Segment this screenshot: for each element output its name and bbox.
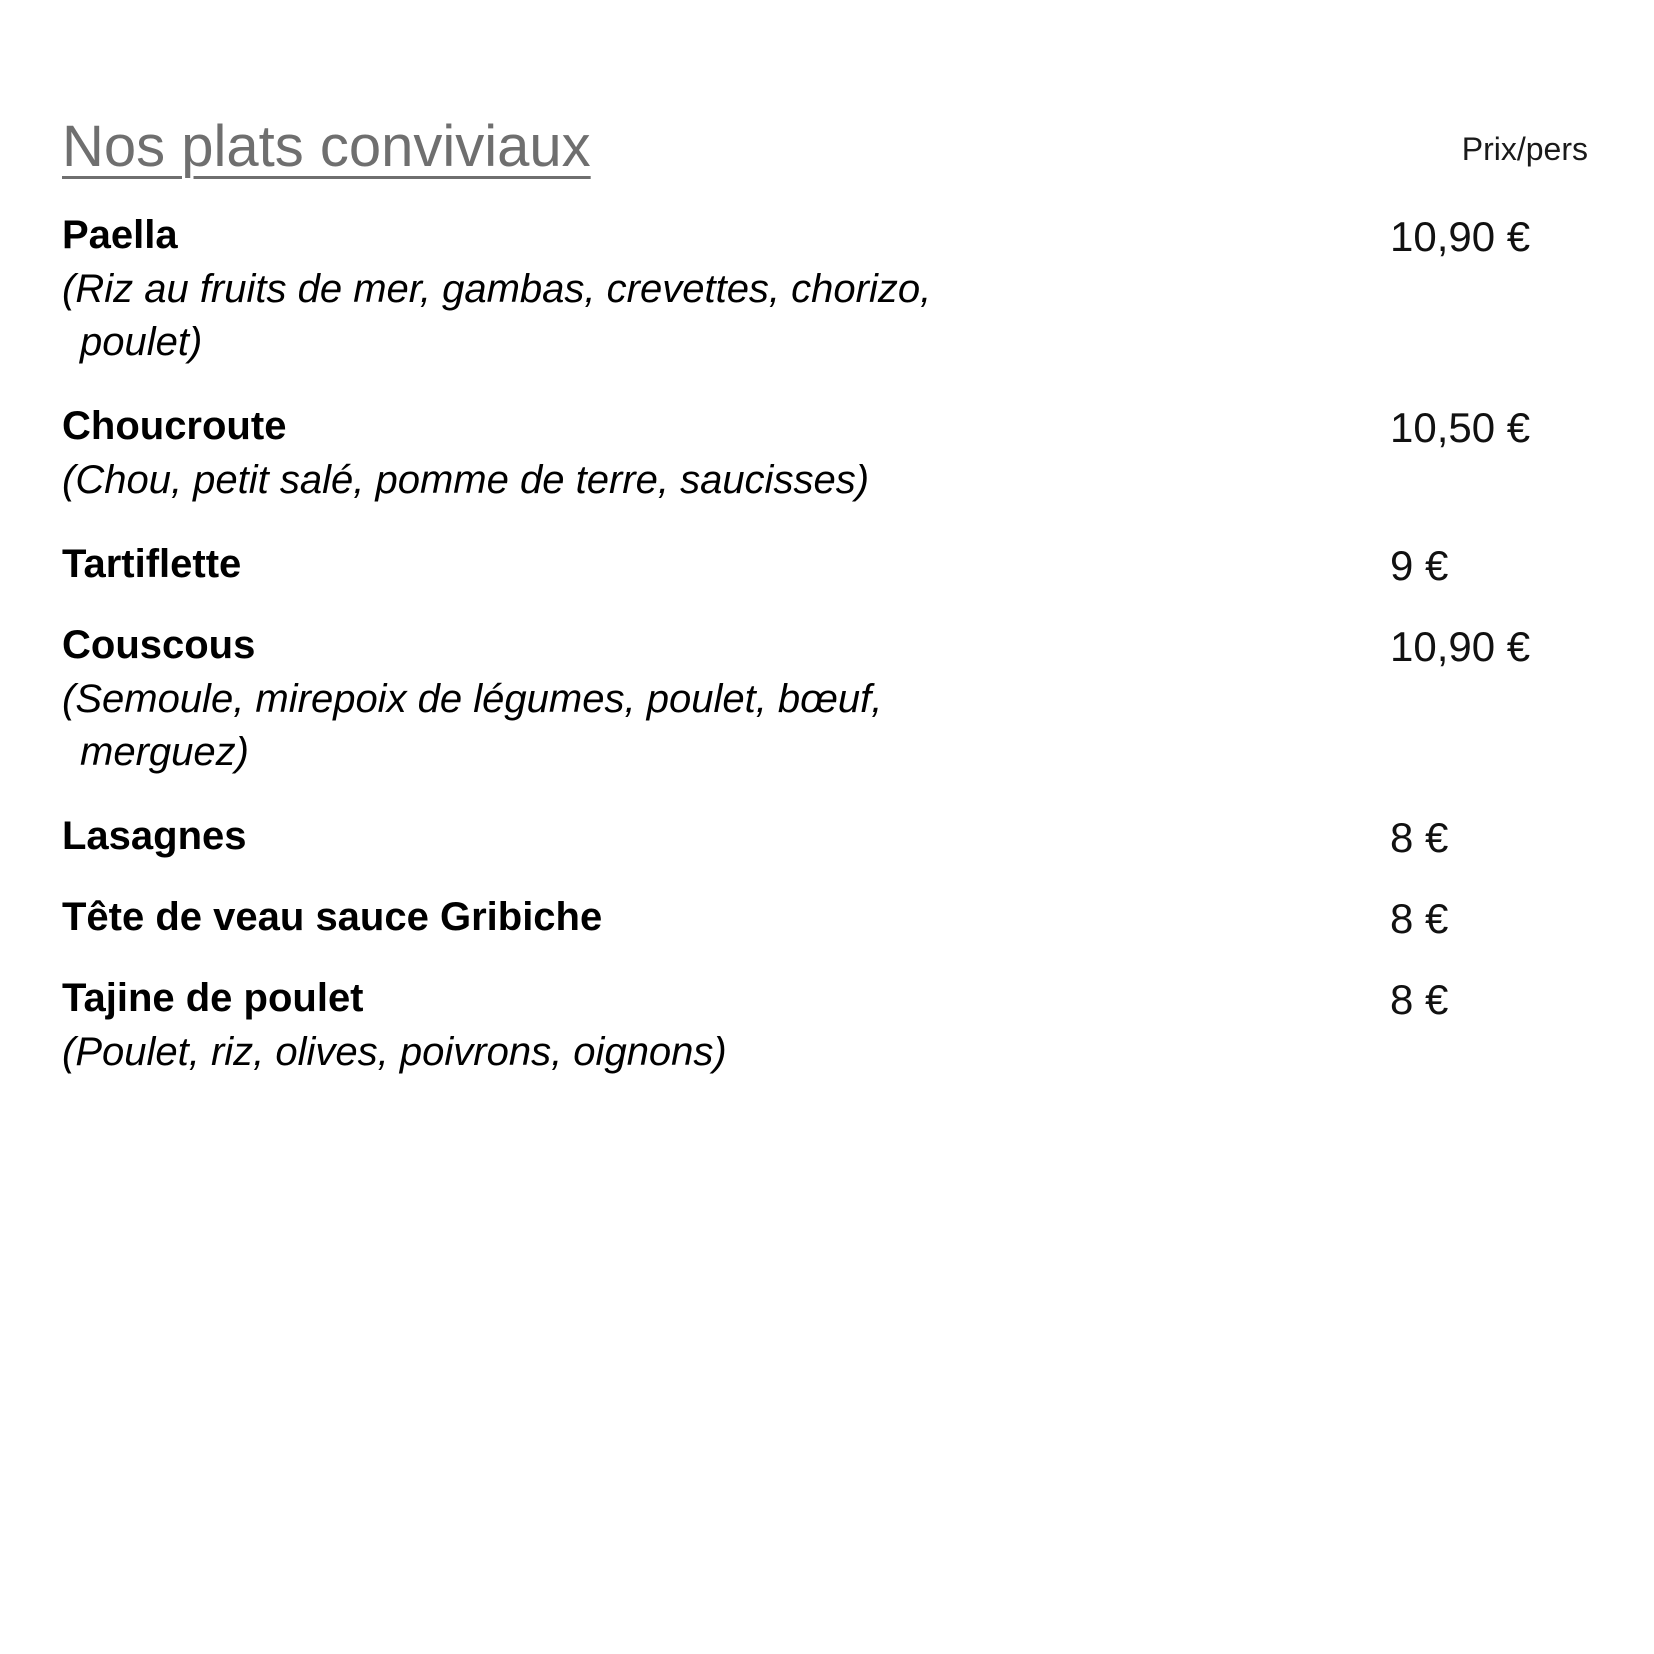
menu-item-description [62,263,1272,369]
menu-item-name: Paella [62,213,178,257]
menu-item-description-line1: (Chou, petit salé, pomme de terre, saucisses) [62,457,870,502]
menu-item-description [62,1026,1272,1079]
menu-item-name: Tête de veau sauce Gribiche [62,894,603,939]
menu-item-description-line1: (Poulet, riz, olives, poivrons, oignons) [62,1030,727,1075]
menu-item-name: Lasagnes [62,813,247,858]
menu-item [62,541,1594,588]
price-column-header: Prix/pers [1461,131,1588,167]
menu-item-price: 10,90 € [1390,622,1531,670]
menu-item-price: 10,90 € [1390,213,1531,260]
menu-item [62,894,1594,941]
menu-item-description [62,673,1272,779]
menu-item-name: Choucroute [62,403,287,448]
menu-item [62,212,1594,369]
menu-item-description-line1: (Riz au fruits de mer, gambas, crevettes, chorizo, [62,267,932,312]
menu-item-list [0,212,1654,1079]
menu-item-name: Tartiflette [62,541,242,586]
section-header [0,114,1654,179]
menu-item [62,975,1594,1079]
menu-page [0,114,1654,1654]
menu-item-description [62,454,1272,507]
menu-item-description-line2: merguez) [80,729,249,774]
menu-item-description-line1: (Semoule, mirepoix de légumes, poulet, bœuf, [62,677,883,722]
menu-item-name: Tajine de poulet [62,976,364,1021]
menu-item-price: 8 € [1390,976,1449,1024]
menu-item-description-line2: poulet) [80,319,203,364]
menu-item-price: 10,50 € [1390,403,1531,451]
menu-item [62,403,1594,507]
menu-item-name: Couscous [62,622,256,667]
menu-item-price: 9 € [1390,541,1449,589]
menu-item [62,813,1594,860]
page-title: Nos plats conviviaux [62,114,591,179]
menu-item [62,622,1594,779]
menu-item-price: 8 € [1390,894,1449,942]
menu-item-price: 8 € [1390,813,1449,861]
